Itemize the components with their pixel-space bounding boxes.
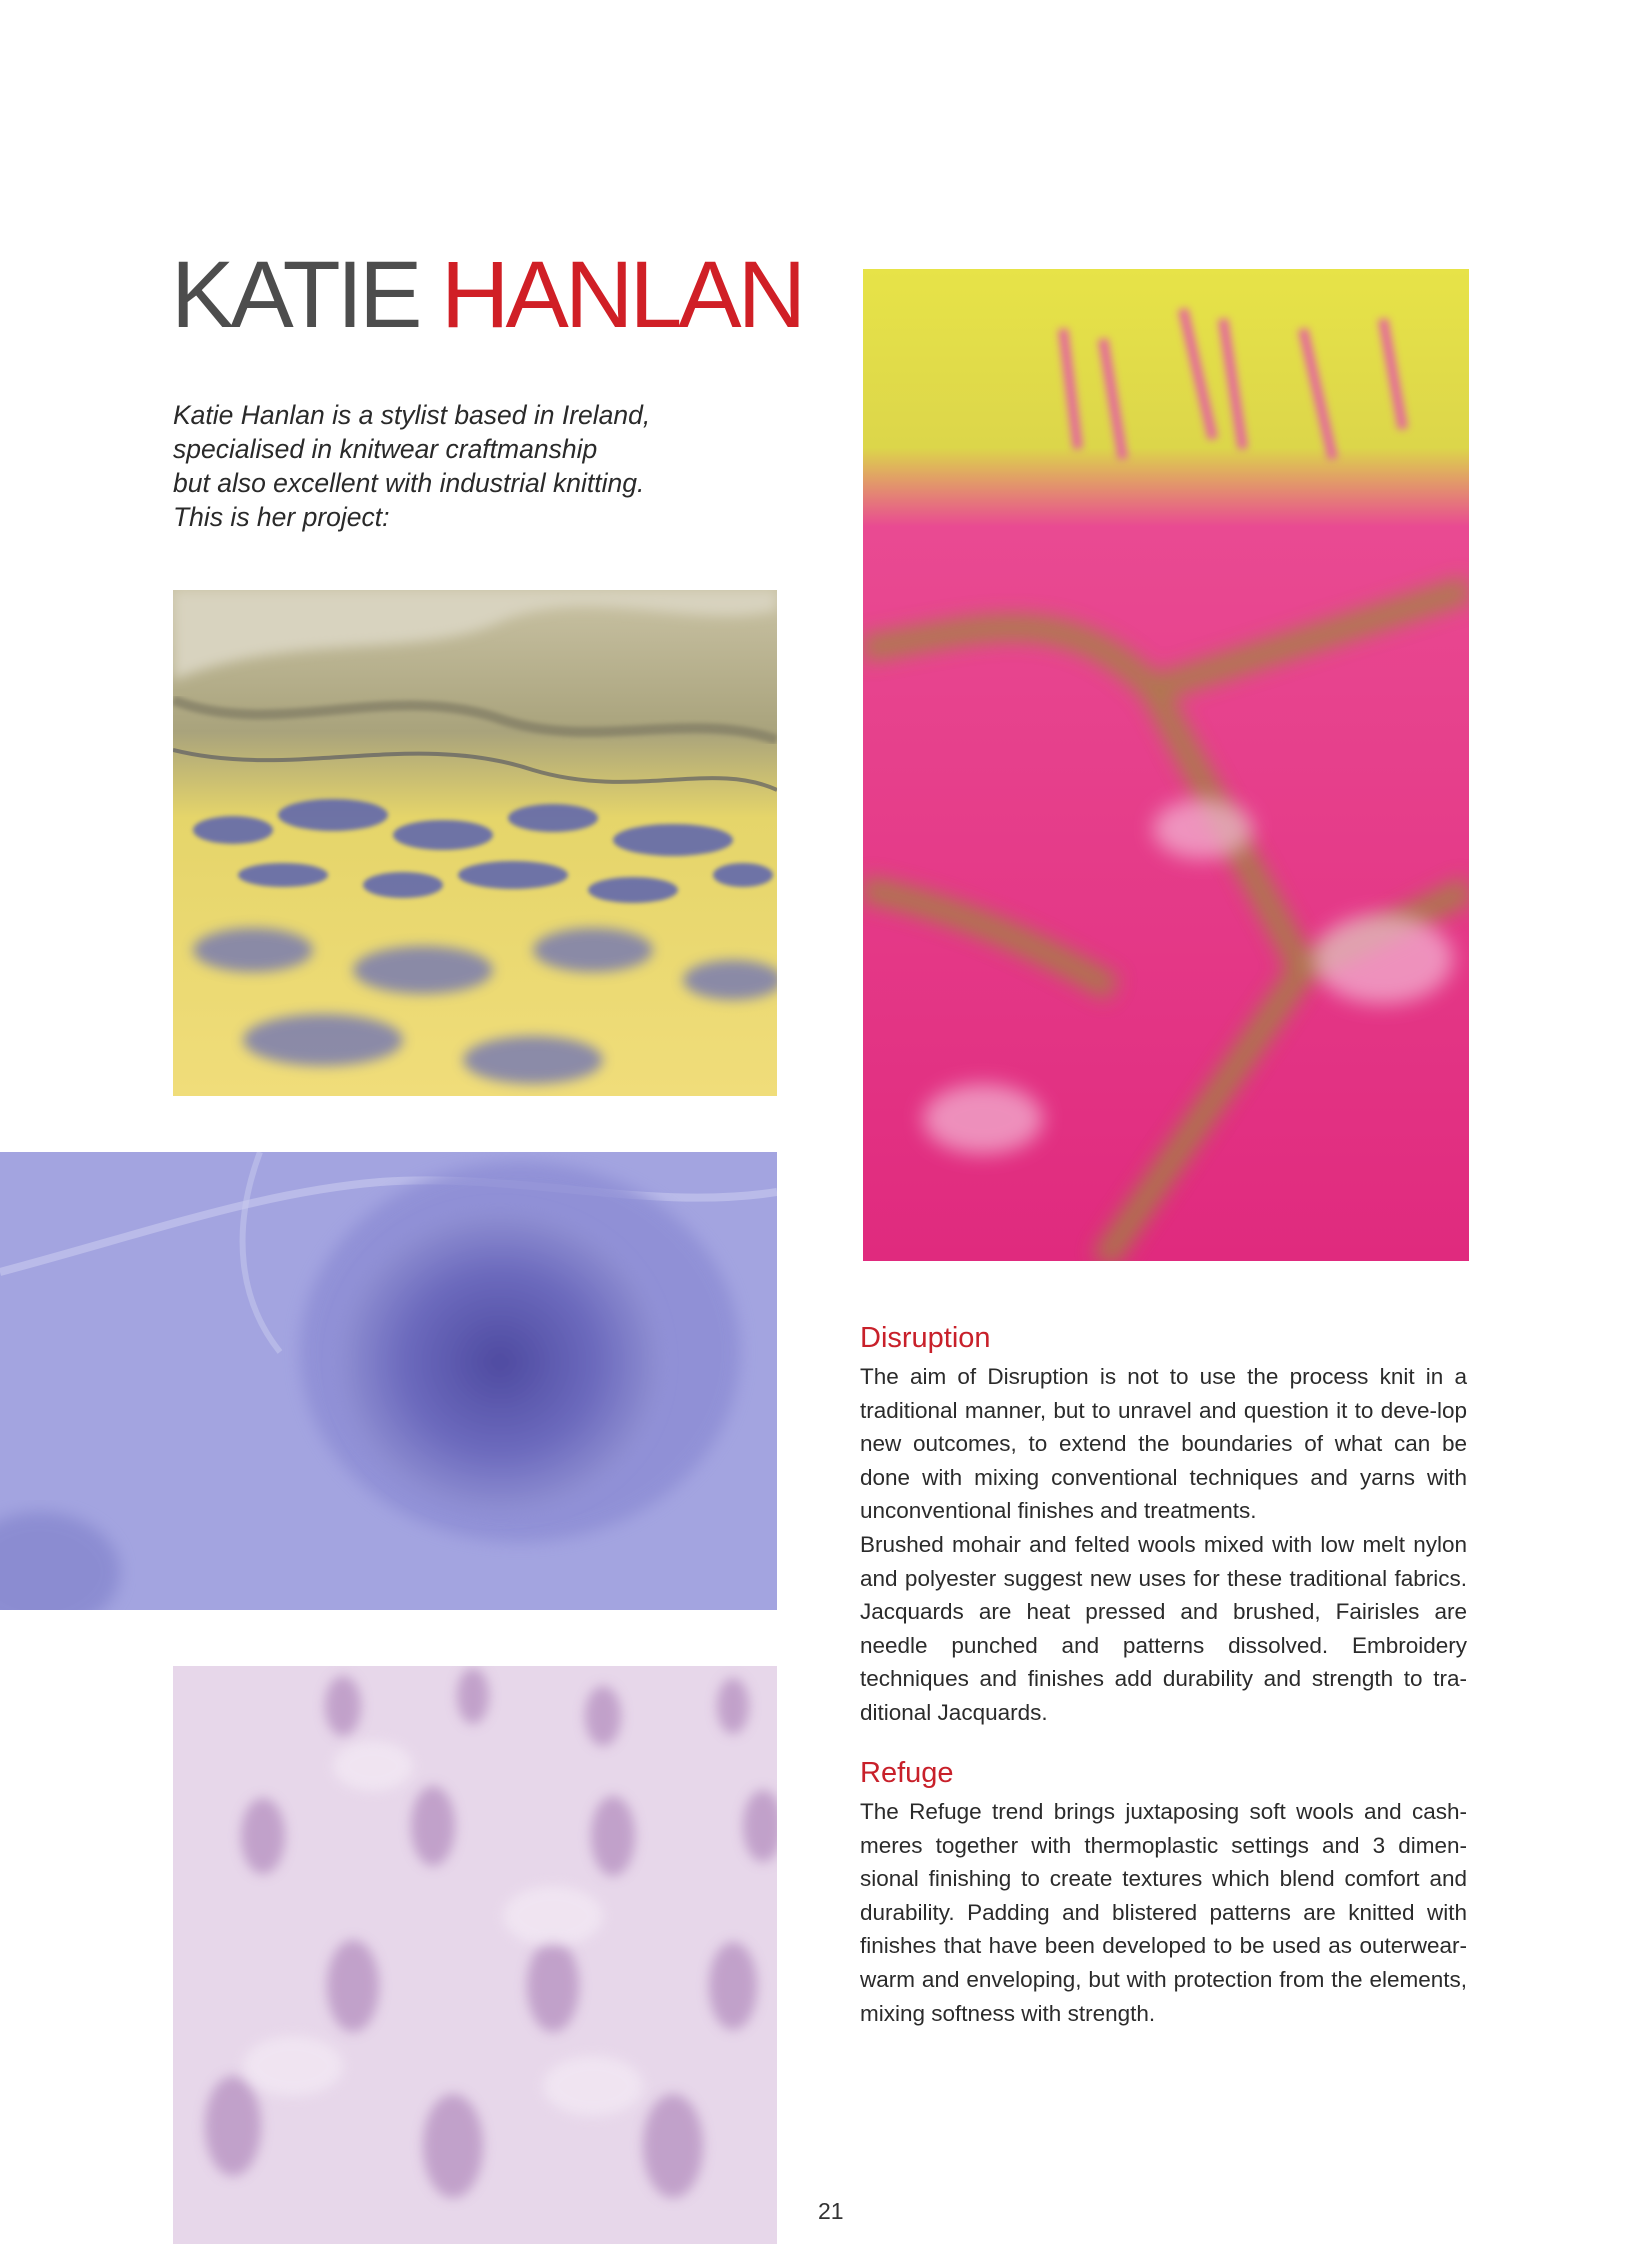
section-body: The Refuge trend brings juxtaposing soft wools and cash-meres together with thermoplastic settings and 3 dimen-sional finishing to create textures which blend comfort and durability. Padding and blistered patterns are knitted with finishes that have been developed to be used as outerwear- warm and enveloping, but with protection from the elements, mixing softness with strength. (860, 1799, 1467, 2026)
section-refuge (860, 1755, 1467, 2030)
knit-photo-yellow-jacquard (173, 590, 777, 1096)
intro-text: Katie Hanlan is a stylist based in Ireland, specialised in knitwear craftmanship but also excellent with industrial knitting. This is her project: (173, 400, 651, 532)
knit-photo-violet-felt (0, 1152, 777, 1610)
section-disruption (860, 1320, 1467, 1730)
section-body: The aim of Disruption is not to use the process knit in a traditional manner, but to unravel and question it to deve-lop new outcomes, to extend the boundaries of what can be done with mixing conventional techniques and yarns with unconventional finishes and treatments. Brushed mohair and felted wools mixed with low melt nylon and polyester suggest new uses for these traditional fabrics. Jacquards are heat pressed and brushed, Fairisles are needle punched and patterns dissolved. Embroidery techniques and finishes add durability and strength to tra-ditional Jacquards. (860, 1364, 1467, 1725)
knit-photo-pink-mohair (863, 269, 1469, 1261)
knit-photo-lilac-blister (173, 1666, 777, 2244)
page-title (171, 242, 803, 348)
section-heading: Refuge (860, 1757, 954, 1789)
title-first-name: KATIE (171, 242, 419, 348)
page-number: 21 (818, 2198, 844, 2224)
title-last-name: HANLAN (440, 242, 803, 348)
section-heading: Disruption (860, 1322, 991, 1354)
